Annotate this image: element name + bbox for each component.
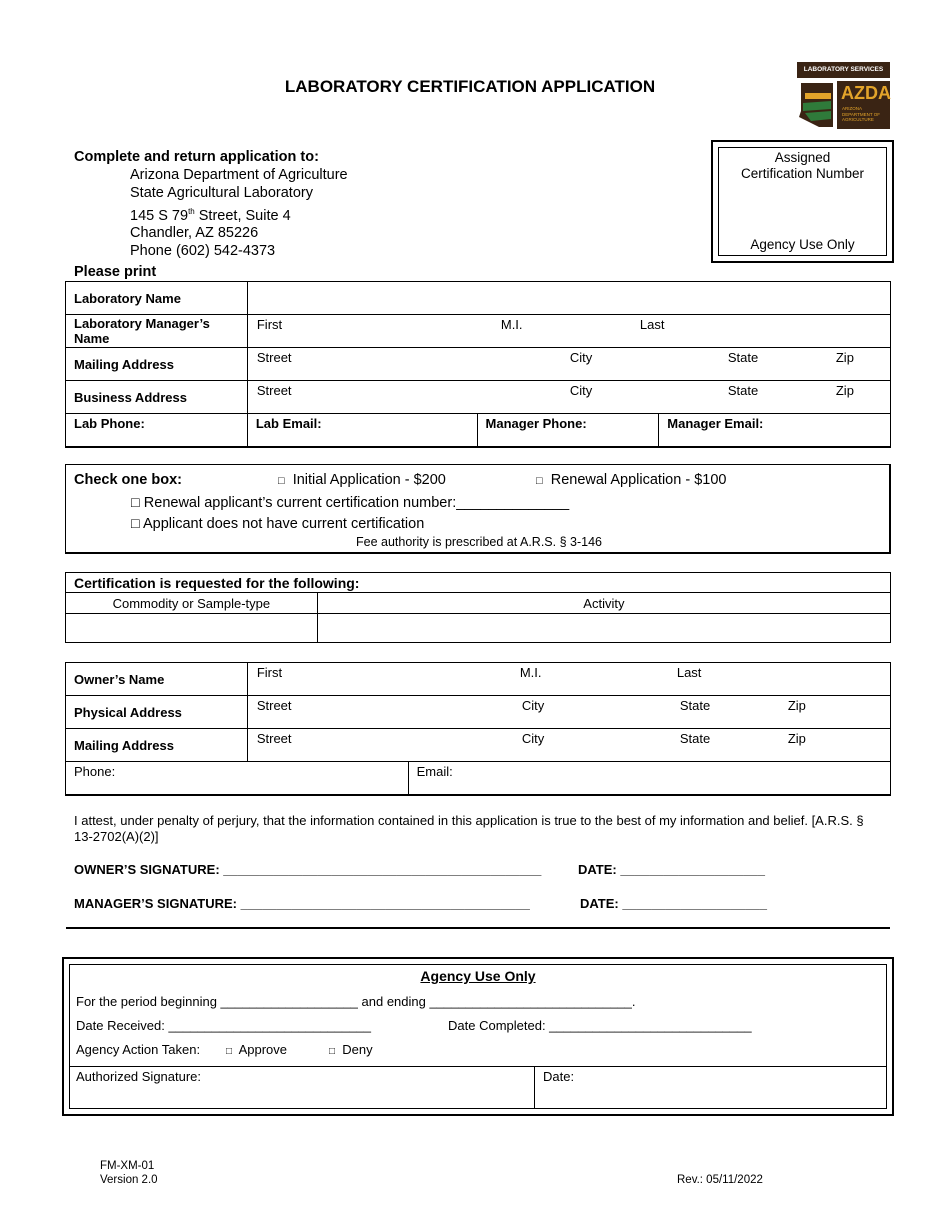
owner-email-label: Email: [416,764,453,779]
checkbox-icon[interactable]: □ [278,475,285,487]
cert-box-line2: Certification Number [740,166,865,181]
manager-date-line[interactable]: DATE: ____________________ [580,896,767,911]
owner-date-line[interactable]: DATE: ____________________ [578,862,765,877]
owner-signature-line[interactable]: OWNER’S SIGNATURE: ____________________________________________ [74,862,542,877]
last-label: Last [676,665,702,680]
first-label: First [256,665,283,680]
address-line: Arizona Department of Agriculture [130,167,348,183]
activity-field[interactable] [317,614,890,643]
physical-address-label: Physical Address [66,696,248,729]
state-label: State [679,731,711,746]
state-label: State [679,698,711,713]
logo-brand: AZDA [841,83,891,103]
manager-email-field[interactable] [659,414,891,447]
page-title: LABORATORY CERTIFICATION APPLICATION [284,77,656,96]
mailing-address-label: Mailing Address [66,348,248,381]
zip-label: Zip [787,698,806,713]
check-one-label: Check one box: [74,472,182,488]
mi-label: M.I. [500,317,523,332]
deny-option[interactable] [329,1042,373,1057]
lab-email-label: Lab Email: [255,416,322,431]
checkbox-icon[interactable]: □ [226,1046,233,1057]
agency-heading: Agency Use Only [420,968,536,984]
manager-phone-label: Manager Phone: [485,416,587,431]
checkbox-icon[interactable]: □ [536,475,543,487]
cert-box-footer: Agency Use Only [750,237,855,252]
agency-action-label: Agency Action Taken: [76,1042,201,1057]
initial-application-option[interactable] [278,472,446,488]
application-type-section [65,464,891,554]
manager-signature-line[interactable]: MANAGER’S SIGNATURE: ________________________________________ [74,896,530,911]
please-print-label: Please print [74,264,157,280]
deny-label: Deny [342,1042,373,1057]
owner-email-field[interactable] [408,762,890,795]
owner-name-label: Owner’s Name [66,663,248,696]
divider [66,927,890,929]
lab-email-field[interactable] [247,414,477,447]
manager-name-label: Laboratory Manager’s Name [66,315,248,348]
form-version: Version 2.0 [100,1174,158,1186]
address-line: Phone (602) 542-4373 [130,243,276,260]
date-completed-line[interactable]: Date Completed: ____________________________ [448,1018,752,1033]
lab-phone-field[interactable] [66,414,248,447]
activity-column-header: Activity [317,593,890,614]
address-line: 145 S 79th Street, Suite 4 [130,206,291,224]
agency-divider [70,1066,886,1067]
fee-authority-note: Fee authority is prescribed at A.R.S. § 3-146 [356,535,602,549]
state-label: State [727,350,759,365]
owner-mailing-address-label: Mailing Address [66,729,248,762]
address-line: State Agricultural Laboratory [130,184,313,201]
cert-box-line1: Assigned [774,150,831,165]
certification-request-table [65,572,891,643]
agency-use-section [62,957,894,1116]
agency-date-field[interactable]: Date: [543,1069,575,1084]
form-id-block [100,1159,158,1187]
commodity-column-header: Commodity or Sample-type [66,593,318,614]
manager-phone-field[interactable] [477,414,659,447]
first-label: First [256,317,283,332]
form-number: FM-XM-01 [100,1160,155,1172]
city-label: City [569,383,593,398]
cert-request-heading: Certification is requested for the following: [66,573,891,593]
mi-label: M.I. [519,665,542,680]
street-label: Street [256,383,292,398]
lab-name-field[interactable] [247,282,890,315]
owner-name-field[interactable] [247,663,890,696]
owner-phone-label: Phone: [74,764,116,779]
mailing-address-field[interactable] [247,348,890,381]
state-label: State [727,383,759,398]
street-label: Street [256,731,292,746]
lab-name-label: Laboratory Name [66,282,248,315]
business-address-label: Business Address [66,381,248,414]
owner-info-table [65,662,891,796]
no-cert-option[interactable]: □ Applicant does not have current certification [131,516,425,532]
agency-col-divider [534,1066,535,1108]
renewal-application-label: Renewal Application - $100 [550,472,727,488]
zip-label: Zip [835,350,854,365]
owner-mailing-address-field[interactable] [247,729,890,762]
renewal-number-option[interactable]: □ Renewal applicant’s current certification number:______________ [131,495,570,511]
authorized-signature-field[interactable]: Authorized Signature: [76,1069,202,1084]
owner-phone-field[interactable] [66,762,409,795]
approve-label: Approve [238,1042,287,1057]
city-label: City [569,350,593,365]
last-label: Last [639,317,665,332]
revision-date: Rev.: 05/11/2022 [677,1174,763,1186]
period-line[interactable]: For the period beginning ___________________ and ending ____________________________. [76,994,636,1009]
date-received-line[interactable]: Date Received: ____________________________ [76,1018,371,1033]
logo-top-text: LABORATORY SERVICES [797,62,890,78]
street-label: Street [256,698,292,713]
checkbox-icon[interactable]: □ [329,1046,336,1057]
zip-label: Zip [835,383,854,398]
return-heading: Complete and return application to: [74,149,319,165]
azda-logo [797,62,890,129]
laboratory-info-table [65,281,891,448]
manager-email-label: Manager Email: [667,416,764,431]
renewal-application-option[interactable] [536,472,726,488]
address-line: Chandler, AZ 85226 [130,225,259,242]
attestation-text: I attest, under penalty of perjury, that the information contained in this application is true to the best of my information and belief. [A.R.S. § 13-2702(A)(2)] [74,813,864,844]
arizona-map-icon [797,81,837,129]
zip-label: Zip [787,731,806,746]
lab-phone-label: Lab Phone: [74,416,145,431]
business-address-field[interactable] [247,381,890,414]
city-label: City [521,731,545,746]
return-address [130,167,348,261]
commodity-field[interactable] [66,614,318,643]
physical-address-field[interactable] [247,696,890,729]
city-label: City [521,698,545,713]
manager-name-field[interactable] [247,315,890,348]
logo-subtext: ARIZONA DEPARTMENT OF AGRICULTURE [842,106,881,122]
approve-option[interactable] [226,1042,287,1057]
street-label: Street [256,350,292,365]
initial-application-label: Initial Application - $200 [292,472,446,488]
certification-number-box [711,140,894,263]
